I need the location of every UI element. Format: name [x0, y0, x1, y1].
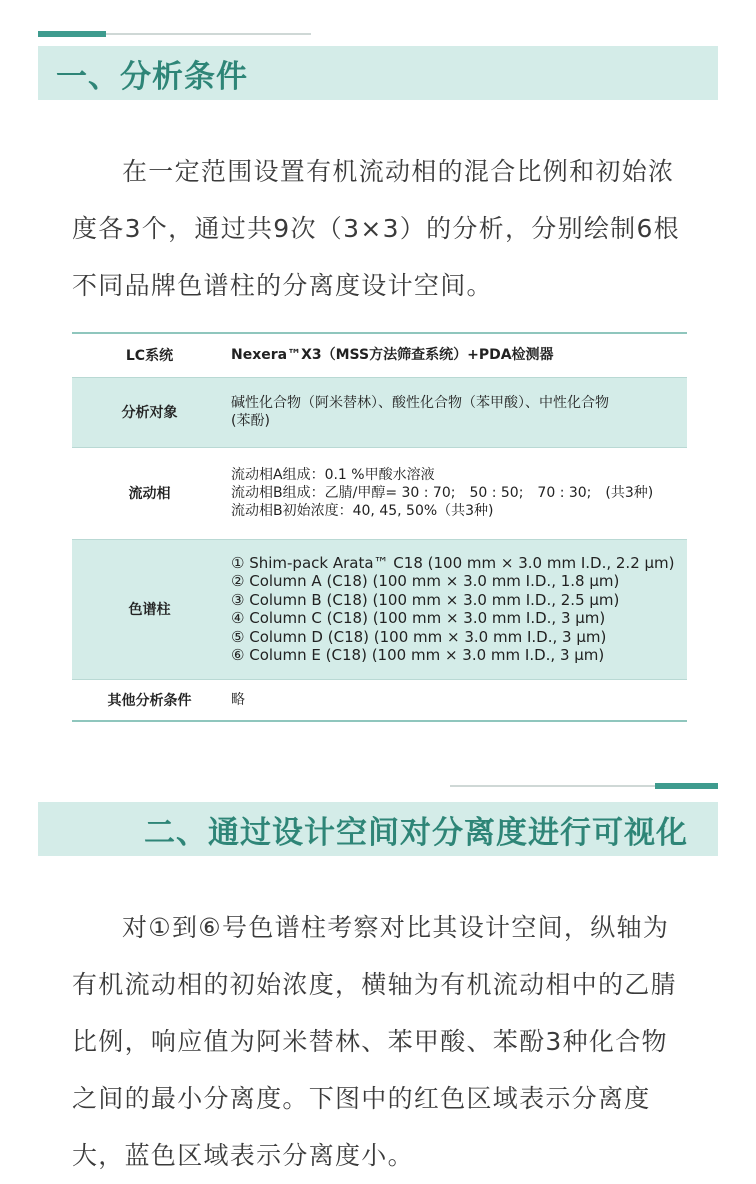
table-row	[72, 679, 687, 721]
section1-header	[38, 46, 718, 100]
value-line: Nexera™X3（MSS方法筛查系统）+PDA检测器	[231, 347, 554, 364]
value-line: ② Column A (C18) (100 mm × 3.0 mm I.D., 1.8 μm)	[231, 572, 620, 590]
section2-header	[38, 802, 718, 856]
section1-accent-bar	[38, 31, 106, 37]
row-label: LC系统	[125, 348, 174, 365]
row-value	[227, 333, 687, 377]
table-row	[72, 447, 687, 539]
section2-accent-bar	[655, 783, 718, 789]
table-row	[72, 377, 687, 447]
value-line: 流动相B初始浓度：40, 45, 50%（共3种)	[231, 503, 494, 519]
value-line: 流动相A组成：0.1 %甲酸水溶液	[231, 467, 435, 483]
section2-rule	[450, 785, 655, 787]
value-line: ④ Column C (C18) (100 mm × 3.0 mm I.D., 3 μm)	[231, 609, 606, 627]
row-label: 流动相	[128, 486, 171, 502]
row-label: 分析对象	[121, 405, 178, 421]
section1-paragraph: 在一定范围设置有机流动相的混合比例和初始浓度各3个，通过共9次（3×3）的分析，分别绘制6根不同品牌色谱柱的分离度设计空间。	[72, 157, 680, 300]
row-value	[227, 377, 687, 447]
value-line: ① Shim-pack Arata™ C18 (100 mm × 3.0 mm I.D., 2.2 μm)	[231, 553, 675, 572]
row-value	[227, 679, 687, 721]
analysis-conditions-table	[72, 332, 687, 722]
section2-paragraph: 对①到⑥号色谱柱考察对比其设计空间，纵轴为有机流动相的初始浓度，横轴为有机流动相中的乙腈比例，响应值为阿米替林、苯甲酸、苯酚3种化合物之间的最小分离度。下图中的红色区域表示分离度大，蓝色区域表示分离度小。	[72, 913, 677, 1170]
section2-title: 二、通过设计空间对分离度进行可视化	[144, 814, 688, 851]
value-line: 略	[231, 691, 245, 708]
table-row	[72, 539, 687, 679]
table-row	[72, 333, 687, 377]
row-value	[227, 447, 687, 539]
row-value	[227, 539, 687, 679]
section1-title: 一、分析条件	[56, 58, 248, 95]
value-line: 流动相B组成：乙腈/甲醇= 30 : 70; 50 : 50; 70 : 30; (共3种)	[231, 485, 654, 501]
value-line: (苯酚)	[231, 413, 270, 429]
row-label: 色谱柱	[128, 602, 171, 618]
section1-rule	[106, 33, 311, 35]
value-line: ③ Column B (C18) (100 mm × 3.0 mm I.D., 2.5 μm)	[231, 590, 620, 609]
value-line: 碱性化合物（阿米替林）、酸性化合物（苯甲酸）、中性化合物	[231, 395, 609, 411]
row-label: 其他分析条件	[107, 692, 192, 709]
value-line: ⑤ Column D (C18) (100 mm × 3.0 mm I.D., 3 μm)	[231, 627, 607, 646]
value-line: ⑥ Column E (C18) (100 mm × 3.0 mm I.D., 3 μm)	[231, 646, 605, 664]
